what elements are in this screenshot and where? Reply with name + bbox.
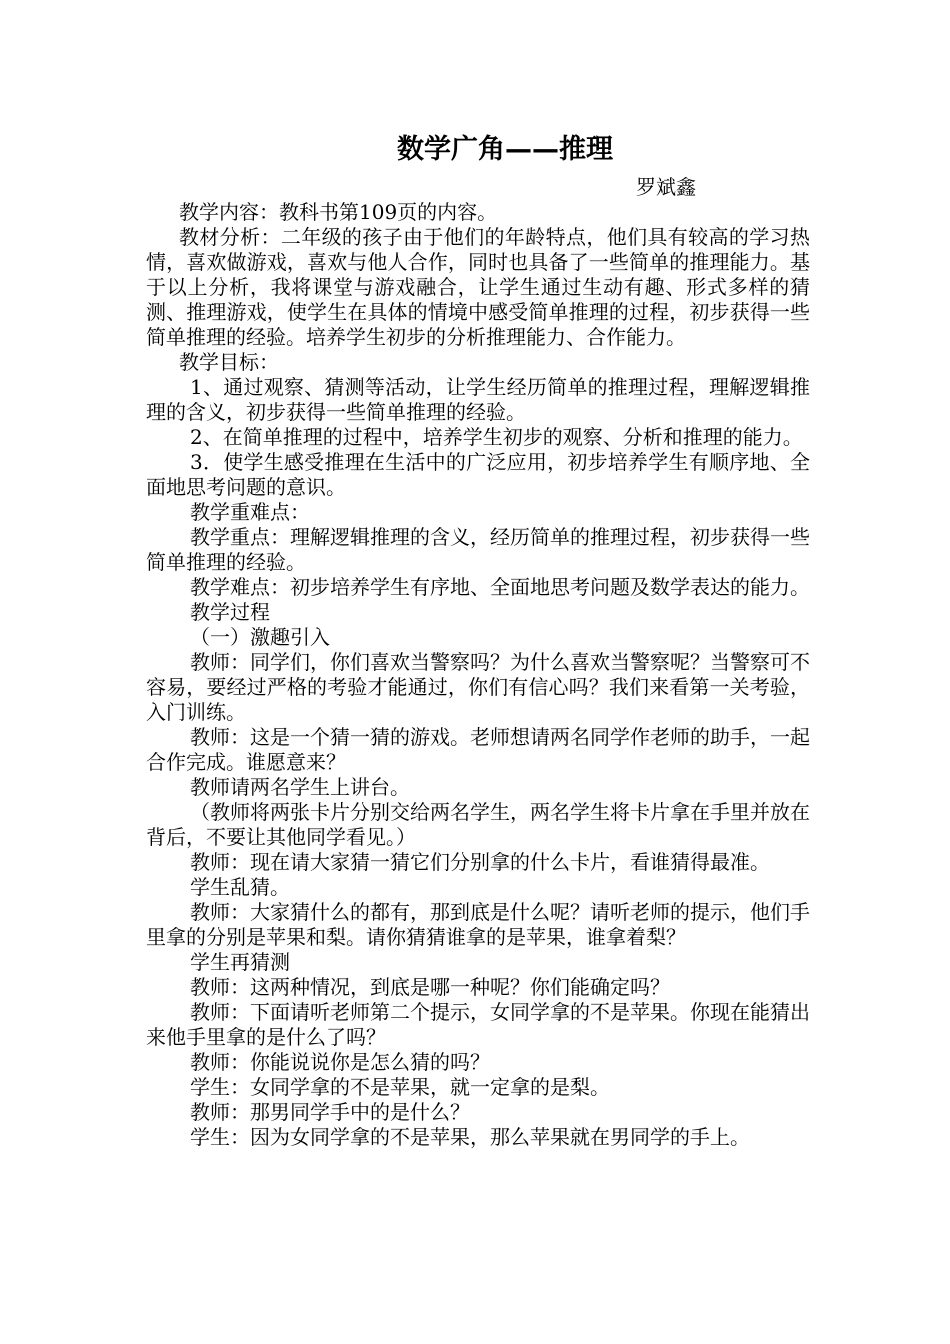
- paragraph: 学生乱猜。: [190, 875, 290, 899]
- document-body: [146, 200, 810, 1150]
- author-name: 罗斌鑫: [636, 175, 696, 199]
- paragraph: 学生：因为女同学拿的不是苹果，那么苹果就在男同学的手上。: [190, 1125, 750, 1149]
- paragraph: （教师将两张卡片分别交给两名学生，两名学生将卡片拿在手里并放在背后，不要让其他同学看见。）: [146, 800, 810, 849]
- document-title: 数学广角——推理: [397, 134, 613, 165]
- paragraph: 2、在简单推理的过程中，培养学生初步的观察、分析和推理的能力。: [190, 425, 803, 449]
- paragraph: 教学重点：理解逻辑推理的含义，经历简单的推理过程，初步获得一些简单推理的经验。: [146, 525, 810, 574]
- paragraph: 1、通过观察、猜测等活动，让学生经历简单的推理过程，理解逻辑推理的含义，初步获得一些简单推理的经验。: [146, 375, 810, 424]
- paragraph: 教学难点：初步培养学生有序地、全面地思考问题及数学表达的能力。: [190, 575, 810, 599]
- paragraph: 教学过程: [190, 600, 270, 624]
- paragraph: 教师：这是一个猜一猜的游戏。老师想请两名同学作老师的助手，一起合作完成。谁愿意来？: [146, 725, 810, 774]
- paragraph: 教材分析：二年级的孩子由于他们的年龄特点，他们具有较高的学习热情，喜欢做游戏，喜欢与他人合作，同时也具备了一些简单的推理能力。基于以上分析，我将课堂与游戏融合，让学生通过生动有趣、形式多样的猜测、推理游戏，使学生在具体的情境中感受简单推理的过程，初步获得一些简单推理的经验。培养学生初步的分析推理能力、合作能力。: [146, 225, 810, 349]
- paragraph: 学生：女同学拿的不是苹果，就一定拿的是梨。: [190, 1075, 610, 1099]
- paragraph: 学生再猜测: [190, 950, 290, 974]
- paragraph: 教师：这两种情况，到底是哪一种呢？你们能确定吗？: [190, 975, 670, 999]
- paragraph: 教师：现在请大家猜一猜它们分别拿的什么卡片，看谁猜得最准。: [190, 850, 770, 874]
- paragraph: 教师请两名学生上讲台。: [190, 775, 410, 799]
- paragraph: 3．使学生感受推理在生活中的广泛应用，初步培养学生有顺序地、全面地思考问题的意识。: [146, 450, 810, 499]
- paragraph: 教学目标：: [179, 350, 279, 374]
- paragraph: （一）激趣引入: [190, 625, 330, 649]
- paragraph: 教师：下面请听老师第二个提示，女同学拿的不是苹果。你现在能猜出来他手里拿的是什么了吗？: [146, 1000, 810, 1049]
- paragraph: 教师：大家猜什么的都有，那到底是什么呢？请听老师的提示，他们手里拿的分别是苹果和梨。请你猜猜谁拿的是苹果，谁拿着梨？: [146, 900, 810, 949]
- paragraph: 教师：那男同学手中的是什么？: [190, 1100, 470, 1124]
- paragraph: 教师：你能说说你是怎么猜的吗？: [190, 1050, 490, 1074]
- paragraph: 教学重难点：: [190, 500, 310, 524]
- paragraph: 教师：同学们，你们喜欢当警察吗？为什么喜欢当警察呢？当警察可不容易，要经过严格的考验才能通过，你们有信心吗？我们来看第一关考验，入门训练。: [146, 650, 810, 724]
- paragraph: 教学内容：教科书第109页的内容。: [179, 200, 498, 224]
